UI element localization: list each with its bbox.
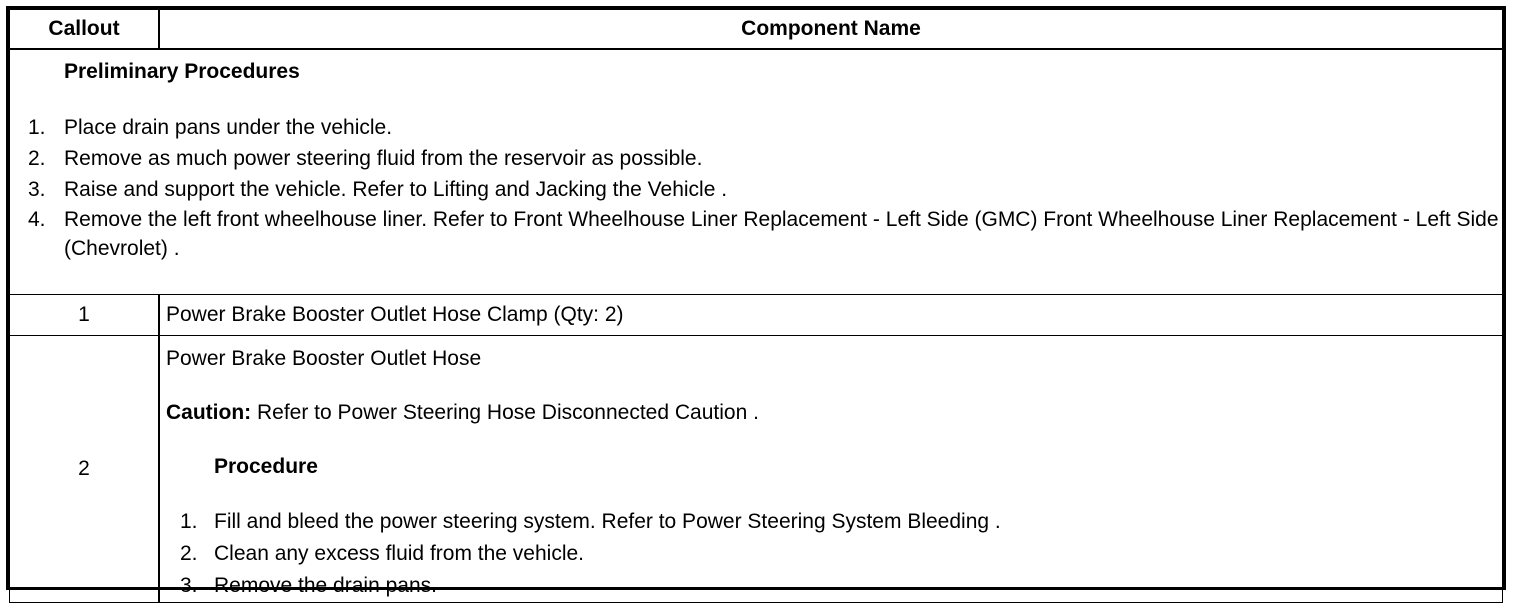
list-item xyxy=(166,506,1502,538)
step-text: Place drain pans under the vehicle. xyxy=(64,116,393,139)
list-item xyxy=(166,570,1502,602)
procedure-steps xyxy=(166,506,1502,602)
step-number: 1. xyxy=(28,116,46,139)
step-text: Remove the drain pans. xyxy=(214,574,437,597)
list-item xyxy=(166,538,1502,570)
step-number: 4. xyxy=(28,208,46,231)
preliminary-cell xyxy=(10,49,1503,295)
table-row xyxy=(10,336,1503,603)
caution-line xyxy=(166,398,1502,428)
list-item xyxy=(10,205,1502,263)
list-item xyxy=(10,143,1502,174)
step-text: Raise and support the vehicle. Refer to Lifting and Jacking the Vehicle . xyxy=(64,178,728,201)
preliminary-title: Preliminary Procedures xyxy=(64,60,300,83)
procedure-title: Procedure xyxy=(214,455,318,478)
table-row xyxy=(10,295,1503,336)
callout-cell: 2 xyxy=(10,336,160,603)
step-number: 3. xyxy=(180,574,198,597)
step-text: Fill and bleed the power steering system. Refer to Power Steering System Bleeding . xyxy=(214,510,1001,533)
list-item xyxy=(10,112,1502,143)
procedure-table-frame xyxy=(6,6,1506,597)
step-text: Remove as much power steering fluid from the reservoir as possible. xyxy=(64,147,703,170)
step-number: 3. xyxy=(28,178,46,201)
component-detail-cell xyxy=(159,336,1503,603)
caution-text: Refer to Power Steering Hose Disconnected Caution . xyxy=(251,401,759,424)
step-text: Remove the left front wheelhouse liner. Refer to Front Wheelhouse Liner Replacement - Left Side (GMC) Front Wheelhouse Liner Replacement - Left Side (Chevrolet) . xyxy=(64,208,1499,260)
callout-cell: 1 xyxy=(10,295,160,336)
step-number: 2. xyxy=(180,542,198,565)
component-name: Power Brake Booster Outlet Hose xyxy=(166,347,482,370)
caution-label: Caution: xyxy=(166,401,252,424)
header-callout: Callout xyxy=(10,10,160,50)
step-number: 1. xyxy=(180,510,198,533)
preliminary-row xyxy=(10,49,1503,295)
component-name-cell: Power Brake Booster Outlet Hose Clamp (Qty: 2) xyxy=(159,295,1503,336)
procedure-table xyxy=(9,9,1503,603)
preliminary-steps xyxy=(10,112,1502,263)
list-item xyxy=(10,174,1502,205)
header-component-name: Component Name xyxy=(159,10,1503,50)
step-text: Clean any excess fluid from the vehicle. xyxy=(214,542,585,565)
step-number: 2. xyxy=(28,147,46,170)
header-row xyxy=(10,10,1503,50)
